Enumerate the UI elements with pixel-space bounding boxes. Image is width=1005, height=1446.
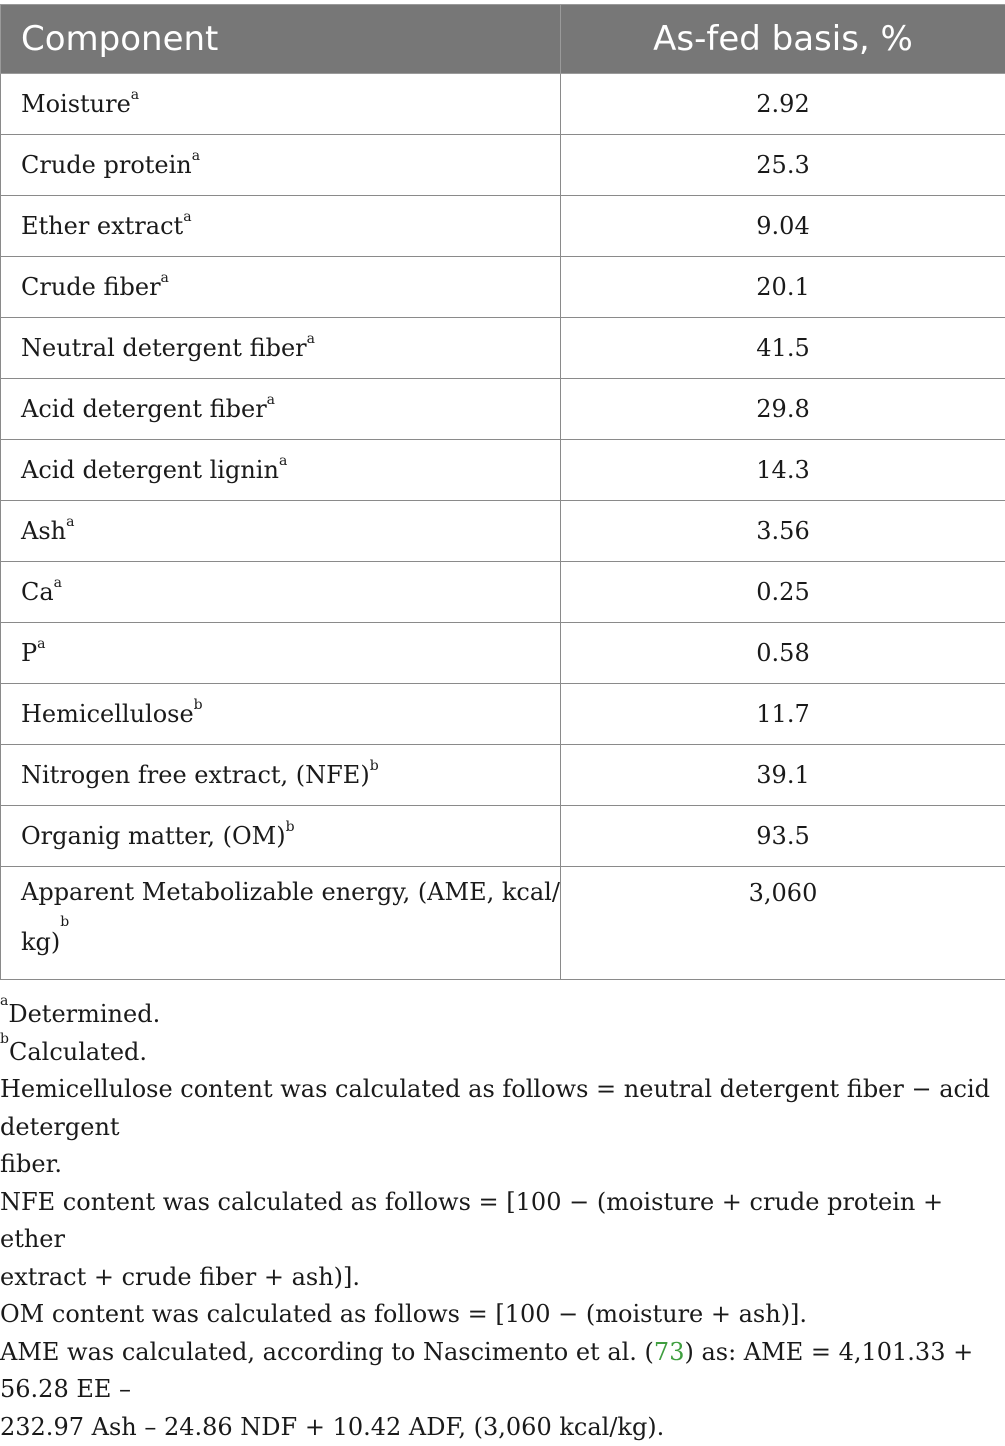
row-label: Crude fiber$^a$ bbox=[1, 257, 561, 318]
row-value: 3.56 bbox=[561, 501, 1005, 562]
table-row bbox=[1, 745, 1005, 806]
row-label: Ca$^a$ bbox=[1, 562, 561, 623]
table-row bbox=[1, 501, 1005, 562]
row-value: 29.8 bbox=[561, 379, 1005, 440]
row-label: Crude protein$^a$ bbox=[1, 135, 561, 196]
table-row bbox=[1, 867, 1005, 980]
table-row bbox=[1, 440, 1005, 501]
row-value: 11.7 bbox=[561, 684, 1005, 745]
table-row bbox=[1, 196, 1005, 257]
table-row bbox=[1, 74, 1005, 135]
row-value: 39.1 bbox=[561, 745, 1005, 806]
row-value: 0.58 bbox=[561, 623, 1005, 684]
table-row bbox=[1, 562, 1005, 623]
row-value: 0.25 bbox=[561, 562, 1005, 623]
table-row bbox=[1, 379, 1005, 440]
row-label: Apparent Metabolizable energy, (AME, kcal/ kg)$^b$ bbox=[1, 867, 561, 980]
table-row bbox=[1, 318, 1005, 379]
row-value: 25.3 bbox=[561, 135, 1005, 196]
row-value: 2.92 bbox=[561, 74, 1005, 135]
table-row bbox=[1, 684, 1005, 745]
footnote-hemicellulose: Hemicellulose content was calculated as follows = neutral detergent fiber − acid detergent fiber. bbox=[0, 1071, 990, 1184]
table-row bbox=[1, 257, 1005, 318]
footnote-nfe: NFE content was calculated as follows = [100 − (moisture + crude protein + ether extract + crude fiber + ash)]. bbox=[0, 1184, 990, 1297]
row-value: 41.5 bbox=[561, 318, 1005, 379]
row-value: 20.1 bbox=[561, 257, 1005, 318]
row-label: $P^a$ bbox=[1, 623, 561, 684]
row-label: Ether extract$^a$ bbox=[1, 196, 561, 257]
footnote-b: $^b$Calculated. bbox=[0, 1034, 990, 1072]
table-row bbox=[1, 806, 1005, 867]
footnote-a: $^a$Determined. bbox=[0, 996, 990, 1034]
row-value: 93.5 bbox=[561, 806, 1005, 867]
composition-table bbox=[0, 4, 1005, 980]
row-label: Acid detergent lignin$^a$ bbox=[1, 440, 561, 501]
table-footnotes bbox=[0, 996, 990, 1446]
footnote-om: OM content was calculated as follows = [100 − (moisture + ash)]. bbox=[0, 1296, 990, 1334]
header-component: Component bbox=[1, 5, 561, 74]
header-as-fed-basis: As-fed basis, % bbox=[561, 5, 1005, 74]
row-label: Ash$^a$ bbox=[1, 501, 561, 562]
footnote-ame: AME was calculated, according to Nascimento et al. (73) as: AME = 4,101.33 + 56.28 EE – 232.97 Ash – 24.86 NDF + 10.42 ADF, (3,060 kcal/kg). bbox=[0, 1334, 990, 1446]
table-row bbox=[1, 135, 1005, 196]
table-header-row bbox=[1, 5, 1005, 74]
row-value: 14.3 bbox=[561, 440, 1005, 501]
row-value: 3,060 bbox=[561, 867, 1005, 980]
row-label: Hemicellulose$^b$ bbox=[1, 684, 561, 745]
row-label: Neutral detergent fiber$^a$ bbox=[1, 318, 561, 379]
row-value: 9.04 bbox=[561, 196, 1005, 257]
row-label: Moisture$^a$ bbox=[1, 74, 561, 135]
table-row bbox=[1, 623, 1005, 684]
reference-link[interactable]: 73 bbox=[654, 1338, 685, 1366]
row-label: Acid detergent fiber$^a$ bbox=[1, 379, 561, 440]
row-label: Organig matter, (OM)$^b$ bbox=[1, 806, 561, 867]
row-label: Nitrogen free extract, (NFE)$^b$ bbox=[1, 745, 561, 806]
